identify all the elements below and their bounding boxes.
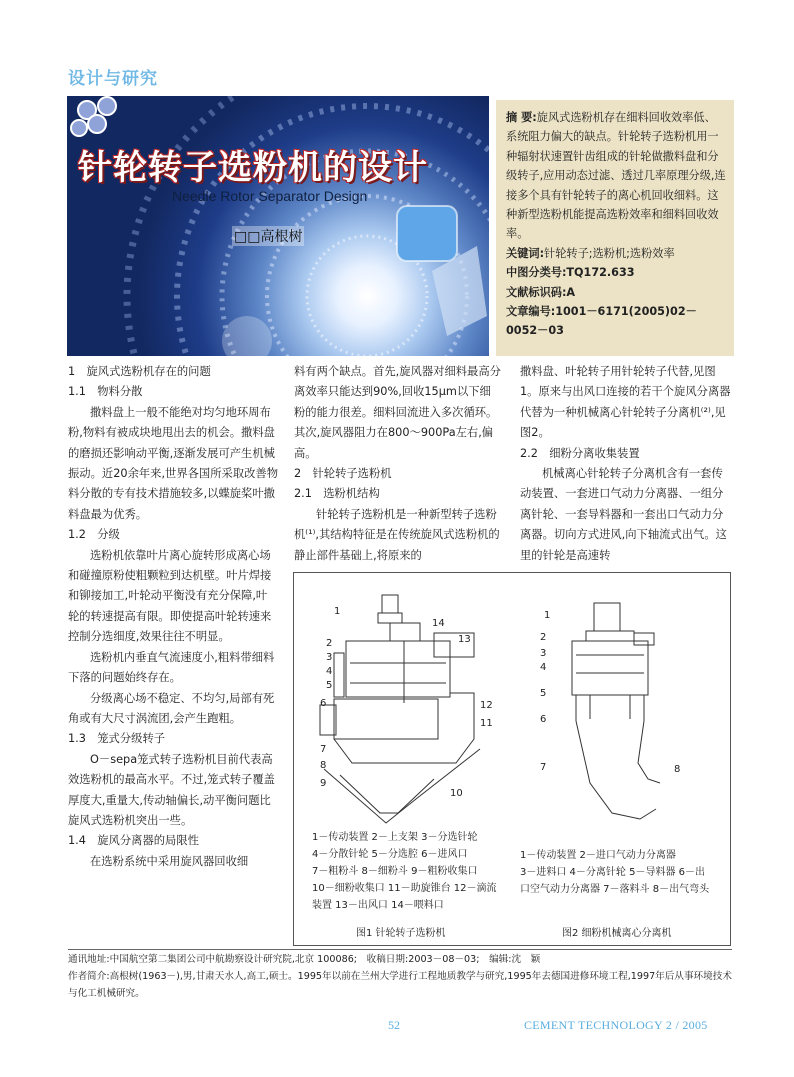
heading: 1.3 笼式分级转子 xyxy=(68,732,166,746)
title-cn: 针轮转子选粉机的设计 xyxy=(78,148,428,188)
heading: 1.4 旋风分离器的局限性 xyxy=(68,834,199,848)
paragraph: 选粉机依靠叶片离心旋转形成离心场和碰撞原粉使粗颗粒到达机壁。叶片焊接和铆接加工,叶轮动平衡没有充分保障,叶轮的转速提高有限。即使提高叶轮转速来控制分选细度,效果往往不明显。 xyxy=(68,548,272,644)
fig1-label: 1 xyxy=(334,606,341,617)
legend-line: 10－细粉收集口 11－助旋锥台 12－滴流 xyxy=(312,883,497,894)
figure-box xyxy=(293,572,731,946)
body-column-2 xyxy=(294,362,502,566)
legend-line: 7－粗粉斗 8－细粉斗 9－粗粉收集口 xyxy=(312,866,478,877)
legend-line: 4－分散针轮 5－分选腔 6－进风口 xyxy=(312,849,468,860)
fig1-label: 6 xyxy=(320,698,327,709)
fig2-label: 5 xyxy=(540,688,547,699)
body-column-1 xyxy=(68,362,278,872)
heading: 2.1 选粉机结构 xyxy=(294,487,380,501)
heading: 2.2 细粉分离收集装置 xyxy=(520,446,640,460)
fig1-label: 2 xyxy=(326,638,333,649)
fig1-label: 9 xyxy=(320,778,327,789)
article-number: 文章编号:1001－6171(2005)02－0052－03 xyxy=(506,305,697,338)
paragraph: 机械离心针轮转子分离机含有一套传动装置、一套进口气动力分离器、一组分离针轮、一套导料器和一套出口气动力分离器。切向方式进风,向下轴流式出气。这里的针轮是高速转 xyxy=(520,467,727,562)
author: □□高根树 xyxy=(232,226,304,246)
footnote xyxy=(68,951,732,1002)
legend-line: 1－传动装置 2－进口气动力分离器 xyxy=(520,850,676,861)
fig1-label: 8 xyxy=(320,760,327,771)
figure2-legend xyxy=(520,847,726,898)
class-number: 中图分类号:TQ172.633 xyxy=(506,266,635,280)
legend-line: 装置 13－出风口 14－喂料口 xyxy=(312,900,444,911)
paragraph: 料有两个缺点。首先,旋风器对细料最高分离效率只能达到90%,回收15μm以下细粉的能力很差。细料回流进入多次循环。其次,旋风器阻力在800～900Pa左右,偏高。 xyxy=(294,365,501,460)
fig1-label: 5 xyxy=(326,680,333,691)
footnote-author-bio: 作者简介:高根树(1963－),男,甘肃天水人,高工,硕士。1995年以前在兰州大学进行工程地质教学与研究,1995年去德国进修环境工程,1997年后从事环境技术与化工机械研究。 xyxy=(68,971,732,999)
fig1-label: 3 xyxy=(326,652,333,663)
fig1-label: 13 xyxy=(458,634,471,645)
abstract-label: 摘 要: xyxy=(506,111,537,124)
fig1-label: 11 xyxy=(480,718,493,729)
fig1-label: 10 xyxy=(450,788,463,799)
paragraph: 撒料盘上一般不能绝对均匀地环周布粉,物料有被成块地甩出去的机会。撒料盘的磨损还影响动平衡,逐渐发展可产生机械振动。近20余年来,世界各国所采取改善物料分散的专有技术措施较多,以蝶旋桨叶撒料盘最为优秀。 xyxy=(68,405,279,521)
fig2-label: 2 xyxy=(540,632,547,643)
keywords xyxy=(506,244,726,263)
fig2-label: 1 xyxy=(544,610,551,621)
fig2-label: 7 xyxy=(540,762,547,773)
figure2-drawing xyxy=(572,603,660,819)
fig2-label: 4 xyxy=(540,662,547,673)
heading: 2 针轮转子选粉机 xyxy=(294,467,392,481)
footnote-address: 通讯地址:中国航空第二集团公司中航勘察设计研究院,北京 100086; 收稿日期:2003－08－03; 编辑:沈 颖 xyxy=(68,954,541,965)
page-number: 52 xyxy=(388,1018,400,1032)
keywords-text: 针轮转子;选粉机;选粉效率 xyxy=(544,246,675,260)
figure2-caption: 图2 细粉机械离心分离机 xyxy=(562,928,672,939)
abstract-text: 旋风式选粉机存在细料回收效率低、系统阻力偏大的缺点。针轮转子选粉机用一种辐射状速置针齿组成的针轮做撒料盘和分级转子,应用动态过滤、透过几率原理分级,连接多个具有针轮转子的离心机回收细料。这种新型选粉机能提高选粉效率和细料回收效率。 xyxy=(506,111,726,241)
paragraph: O－sepa笼式转子选粉机目前代表高效选粉机的最高水平。不过,笼式转子覆盖厚度大,重量大,传动轴偏长,动平衡问题比旋风式选粉机突出一些。 xyxy=(68,752,275,827)
legend-line: 3－进料口 4－分离针轮 5－导料器 6－出 xyxy=(520,867,705,878)
footnote-divider xyxy=(68,949,732,950)
paragraph: 选粉机内垂直气流速度小,粗料带细料下落的问题始终存在。 xyxy=(68,650,275,685)
section-tag: 设计与研究 xyxy=(68,69,158,89)
paragraph: 分级离心场不稳定、不均匀,局部有死角或有大尺寸涡流团,会产生跑粗。 xyxy=(68,691,275,725)
journal-name: CEMENT TECHNOLOGY 2 / 2005 xyxy=(524,1018,708,1032)
heading: 1.2 分级 xyxy=(68,528,120,542)
fig1-label: 12 xyxy=(480,700,493,711)
paragraph: 撒料盘、叶轮转子用针轮转子代替,见图1。原来与出风口连接的若干个旋风分离器代替为一种机械离心针轮转子分离机⁽²⁾,见图2。 xyxy=(520,365,731,440)
fig2-label: 8 xyxy=(674,764,681,775)
abstract-box xyxy=(496,100,734,356)
abstract-paragraph xyxy=(506,108,726,244)
heading: 1 旋风式选粉机存在的问题 xyxy=(68,365,211,378)
paragraph: 针轮转子选粉机是一种新型转子选粉机⁽¹⁾,其结构特征是在传统旋风式选粉机的静止部件基础上,将原来的 xyxy=(294,507,500,562)
body-column-3 xyxy=(520,362,732,566)
fig2-label: 3 xyxy=(540,648,547,659)
document-code: 文献标识码:A xyxy=(506,285,576,299)
title-en: Needle Rotor Separator Design xyxy=(172,188,368,204)
fig2-label: 6 xyxy=(540,714,547,725)
keywords-label: 关键词: xyxy=(506,246,545,260)
heading: 1.1 物料分散 xyxy=(68,385,143,399)
figure1-caption: 图1 针轮转子选粉机 xyxy=(356,928,446,939)
legend-line: 1－传动装置 2－上支架 3－分选针轮 xyxy=(312,832,478,843)
fig1-label: 7 xyxy=(320,744,327,755)
fig1-label: 14 xyxy=(432,618,445,629)
figure1-legend xyxy=(312,829,512,914)
fig1-label: 4 xyxy=(326,666,333,677)
legend-line: 口空气动力分离器 7－落料斗 8－出气弯头 xyxy=(520,884,710,895)
paragraph: 在选粉系统中采用旋风器回收细 xyxy=(90,854,249,868)
